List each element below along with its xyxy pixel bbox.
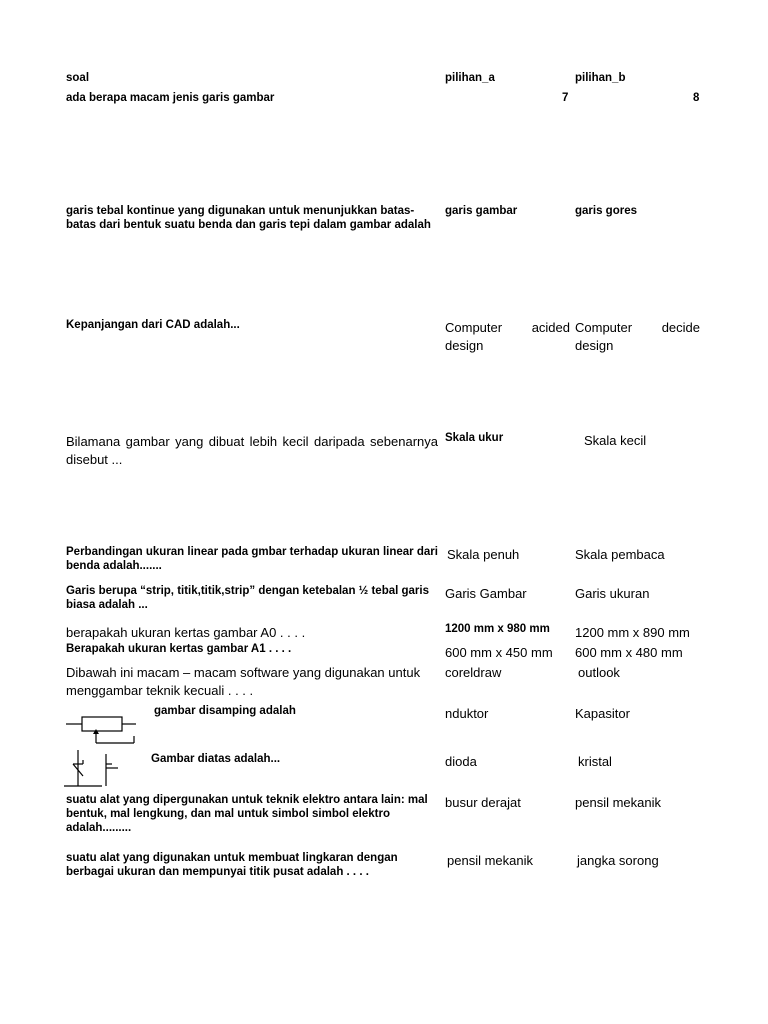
answer-a-12: busur derajat — [445, 795, 521, 810]
header-pilihan-a: pilihan_a — [445, 72, 495, 84]
answer-b-10: Kapasitor — [575, 706, 630, 721]
answer-b-8: 600 mm x 480 mm — [575, 645, 683, 660]
question-9: Dibawah ini macam – macam software yang digunakan untuk menggambar teknik kecuali . . . . — [66, 665, 421, 698]
answer-a-10: nduktor — [445, 706, 489, 721]
answer-a-13: pensil mekanik — [447, 853, 533, 868]
inductor-symbol-icon — [66, 712, 146, 746]
answer-b-11: kristal — [578, 754, 612, 769]
question-11: Gambar diatas adalah... — [151, 753, 281, 765]
answer-b-6: Garis ukuran — [575, 586, 650, 601]
question-2: garis tebal kontinue yang digunakan untuk menunjukkan batas-batas dari bentuk suatu benda dan garis tepi dalam gambar adalah — [66, 205, 431, 231]
component-symbols-icon — [64, 748, 124, 790]
answer-b-13: jangka sorong — [577, 853, 659, 868]
answer-a-3-line1: Computer acided — [445, 320, 570, 335]
question-4-line2: disebut ... — [66, 452, 123, 467]
question-1: ada berapa macam jenis garis gambar — [66, 92, 275, 104]
question-7: berapakah ukuran kertas gambar A0 . . . . — [66, 625, 306, 640]
answer-a-6: Garis Gambar — [445, 586, 527, 601]
answer-b-9: outlook — [578, 665, 620, 680]
answer-b-12: pensil mekanik — [575, 795, 661, 810]
question-6: Garis berupa “strip, titik,titik,strip” dengan ketebalan ½ tebal garis biasa adalah ... — [66, 585, 429, 611]
answer-a-3-line2: design — [445, 338, 484, 353]
question-13: suatu alat yang digunakan untuk membuat lingkaran dengan berbagai ukuran dan mempunyai titik pusat adalah . . . . — [66, 852, 398, 878]
answer-b-3-line1: Computer decide — [575, 320, 700, 335]
header-pilihan-b: pilihan_b — [575, 72, 626, 84]
answer-a-4: Skala ukur — [445, 432, 504, 444]
question-5: Perbandingan ukuran linear pada gmbar terhadap ukuran linear dari benda adalah....... — [66, 546, 438, 572]
answer-b-7: 1200 mm x 890 mm — [575, 625, 690, 640]
answer-a-7: 1200 mm x 980 mm — [445, 623, 550, 635]
answer-a-11: dioda — [445, 754, 477, 769]
question-8: Berapakah ukuran kertas gambar A1 . . . . — [66, 643, 292, 655]
answer-b-5: Skala pembaca — [575, 547, 665, 562]
header-soal: soal — [66, 72, 90, 84]
answer-a-9: coreldraw — [445, 665, 502, 680]
answer-b-3-line2: design — [575, 338, 614, 353]
question-10: gambar disamping adalah — [154, 705, 296, 717]
answer-a-5: Skala penuh — [447, 547, 520, 562]
answer-a-2: garis gambar — [445, 205, 518, 217]
answer-b-4: Skala kecil — [584, 433, 647, 448]
answer-a-8: 600 mm x 450 mm — [445, 645, 553, 660]
question-3: Kepanjangan dari CAD adalah... — [66, 319, 240, 331]
question-12: suatu alat yang dipergunakan untuk teknik elektro antara lain: mal bentuk, mal lengkung, dan mal untuk simbol simbol elektro adalah......... — [66, 794, 428, 834]
answer-b-2: garis gores — [575, 205, 637, 217]
question-4-line1: Bilamana gambar yang dibuat lebih kecil daripada sebenarnya — [66, 434, 438, 449]
answer-a-1: 7 — [562, 92, 569, 104]
answer-b-1: 8 — [693, 92, 700, 104]
